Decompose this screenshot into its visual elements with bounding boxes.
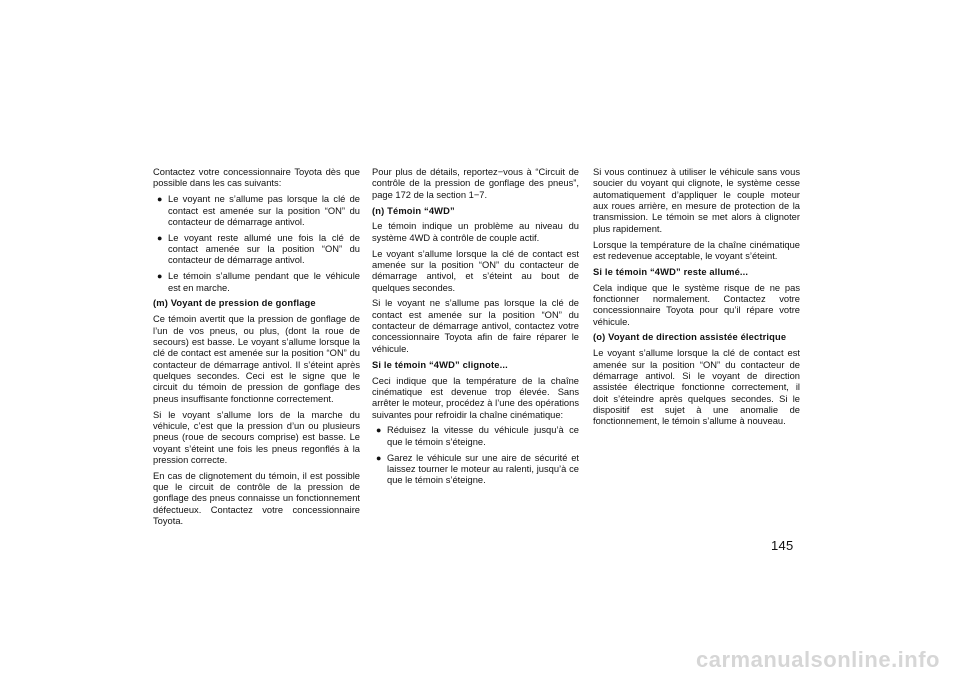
section-heading: (n) Témoin “4WD”: [372, 205, 455, 216]
paragraph: Ceci indique que la température de la chaîne cinématique est devenue trop élevée. Sans arrêter le moteur, procédez à l’une des opérations suivantes pour refroidir la chaîne cinématique:: [372, 375, 579, 420]
bullet-item: [153, 233, 360, 267]
bullet-item: [372, 425, 579, 448]
bullet-text: Le voyant reste allumé une fois la clé de contact amenée sur la position “ON” du contacteur de démarrage antivol.: [168, 232, 360, 266]
section-heading: (o) Voyant de direction assistée électrique: [593, 332, 787, 343]
paragraph: Cela indique que le système risque de ne pas fonctionner normalement. Contactez votre concessionnaire Toyota pour qu’il répare votre véhicule.: [593, 282, 800, 327]
bullet-icon: ●: [157, 194, 163, 205]
text-column-1: [153, 167, 360, 532]
page-number: 145: [771, 538, 794, 553]
paragraph: Si le voyant ne s’allume pas lorsque la clé de contact est amenée sur la position “ON” du contacteur de démarrage antivol, contactez votre concessionnaire Toyota afin de faire réparer le véhicule.: [372, 298, 579, 354]
bullet-text: Le témoin s’allume pendant que le véhicule est en marche.: [168, 271, 360, 293]
bullet-text: Le voyant ne s’allume pas lorsque la clé de contact est amenée sur la position “ON” du contacteur de démarrage antivol.: [168, 194, 360, 227]
bullet-text: Réduisez la vitesse du véhicule jusqu’à ce que le témoin s’éteigne.: [387, 425, 579, 447]
bullet-list: [153, 194, 360, 294]
paragraph: Le voyant s’allume lorsque la clé de contact est amenée sur la position “ON” du contacteur de démarrage antivol, et s’éteint au bout de quelques secondes.: [372, 248, 579, 293]
paragraph: Le témoin indique un problème au niveau du système 4WD à contrôle de couple actif.: [372, 221, 579, 243]
text-column-3: [593, 167, 800, 432]
paragraph: En cas de clignotement du témoin, il est possible que le circuit de contrôle de la pression de gonflage des pneus connaisse un fonctionnement défectueux. Contactez votre concessionnaire Toyota.: [153, 470, 360, 527]
watermark-logo: carmanualsonline.info: [696, 647, 940, 672]
paragraph: Ce témoin avertit que la pression de gonflage de l’un de vos pneus, ou plus, (dont la roue de secours) est basse. Le voyant s’allume lorsque la clé de contact est amenée sur la position “ON” du contacteur de démarrage antivol. Il s’éteint après quelques secondes. Ceci est le signe que le circuit du témoin de pression de gonflage des pneus insuffisante fonctionne correctement.: [153, 314, 360, 404]
bullet-text: Garez le véhicule sur une aire de sécurité et laissez tourner le moteur au ralenti, jusqu’à ce que le témoin s’éteigne.: [387, 452, 579, 486]
bullet-icon: ●: [157, 271, 163, 282]
text-column-2: [372, 167, 579, 491]
bullet-icon: ●: [376, 452, 382, 463]
paragraph: Si vous continuez à utiliser le véhicule sans vous soucier du voyant qui clignote, le système cesse automatiquement d’appliquer le couple moteur aux roues arrière, en mesure de protection de la transmission. Le témoin se met alors à clignoter plus rapidement.: [593, 167, 800, 234]
bullet-icon: ●: [376, 425, 382, 436]
bullet-item: [372, 453, 579, 487]
bullet-item: [153, 271, 360, 294]
bullet-list: [372, 425, 579, 486]
paragraph: Le voyant s’allume lorsque la clé de contact est amenée sur la position “ON” du contacteur de démarrage antivol. Si le voyant de direction assistée électrique fonctionne correctement, il doit s’éteindre après quelques secondes. Si le dispositif est sujet à une anomalie de fonctionnement, le témoin s’allume à nouveau.: [593, 348, 800, 427]
paragraph: Pour plus de détails, reportez−vous à “Circuit de contrôle de la pression de gonflage des pneus”, page 172 de la section 1−7.: [372, 167, 579, 200]
paragraph: Contactez votre concessionnaire Toyota dès que possible dans les cas suivants:: [153, 167, 360, 189]
bullet-item: [153, 194, 360, 228]
paragraph: Lorsque la température de la chaîne cinématique est redevenue acceptable, le voyant s’éteint.: [593, 239, 800, 261]
section-heading: Si le témoin “4WD” reste allumé...: [593, 266, 749, 277]
section-heading: Si le témoin “4WD” clignote...: [372, 359, 508, 370]
paragraph: Si le voyant s’allume lors de la marche du véhicule, c’est que la pression d’un ou plusieurs pneus (roue de secours comprise) est basse. Le voyant s’éteint une fois les pneus regonflés à la pression correcte.: [153, 409, 360, 465]
bullet-icon: ●: [157, 232, 163, 243]
section-heading: (m) Voyant de pression de gonflage: [153, 298, 316, 309]
